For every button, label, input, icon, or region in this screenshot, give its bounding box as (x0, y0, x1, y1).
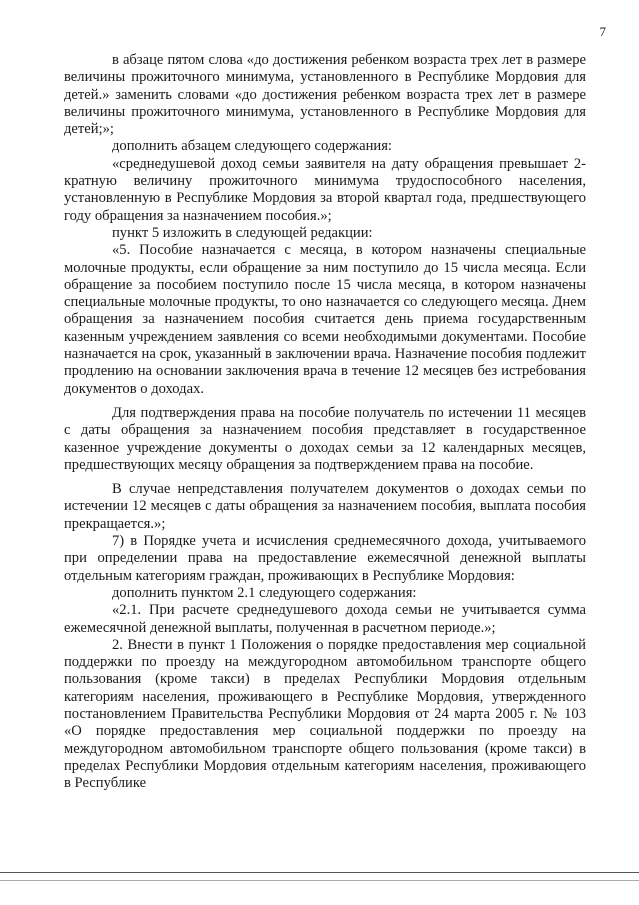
page-number: 7 (599, 24, 606, 39)
scan-edge-line (0, 872, 639, 873)
paragraph-2: дополнить абзацем следующего содержания: (112, 138, 392, 155)
paragraph-1: в абзаце пятом слова «до достижения ребенком возраста трех лет в размере величины прожиточного минимума, установленного в Республике Мордовия для детей.» заменить словами «до достижения ребенком возраста трех лет в размере величины прожиточного минимума, установленного в Республике Мордовия для детей;»; (64, 52, 586, 138)
paragraph-8: 7) в Порядке учета и исчисления среднемесячного дохода, учитываемого при определении права на предоставление ежемесячной денежной выплаты отдельным категориям граждан, проживающих в Республике Мордовия: (64, 533, 586, 584)
paragraph-7: В случае непредставления получателем документов о доходах семьи по истечении 12 месяцев с даты обращения за назначением пособия, выплата пособия прекращается.»; (64, 481, 586, 532)
paragraph-11: 2. Внести в пункт 1 Положения о порядке предоставления мер социальной поддержки по проезду на междугородном автомобильном транспорте общего пользования (кроме такси) в пределах Республики Мордовия отдельным категориям населения, проживающего в Республике Мордовия, утвержденного постановлением Правительства Республики Мордовия от 24 марта 2005 г. № 103 «О порядке предоставления мер социальной поддержки по проезду на междугородном автомобильном транспорте общего пользования (кроме такси) в пределах Республики Мордовия отдельным категориям населения, проживающего в Республике (64, 636, 586, 792)
scan-edge-line-lower (0, 880, 639, 881)
document-body (64, 52, 586, 792)
paragraph-3: «среднедушевой доход семьи заявителя на дату обращения превышает 2-кратную величину прожиточного минимума трудоспособного населения, установленную в Республике Мордовия за второй квартал года, предшествующего году обращения за назначением пособия.»; (64, 155, 586, 224)
paragraph-10: «2.1. При расчете среднедушевого дохода семьи не учитывается сумма ежемесячной денежной выплаты, полученная в расчетном периоде.»; (64, 602, 586, 636)
paragraph-6: Для подтверждения права на пособие получатель по истечении 11 месяцев с даты обращения за назначением пособия представляет в государственное казенное учреждение документы о доходах семьи за 12 календарных месяцев, предшествующих месяцу обращения за подтверждением права на пособие. (64, 404, 586, 473)
paragraph-4: пункт 5 изложить в следующей редакции: (112, 224, 373, 241)
paragraph-5: «5. Пособие назначается с месяца, в котором назначены специальные молочные продукты, если обращение за ним поступило до 15 числа месяца. Если обращение за пособием поступило после 15 числа месяца, в котором назначены специальные молочные продукты, то оно назначается со следующего месяца. Днем обращения за назначением пособия считается день приема государственным казенным учреждением заявления со всеми необходимыми документами. Пособие назначается на срок, указанный в заключении врача. Назначение пособия подлежит продлению на основании заключения врача в течение 12 месяцев без истребования документов о доходах. (64, 242, 586, 397)
paragraph-9: дополнить пунктом 2.1 следующего содержания: (112, 584, 417, 601)
